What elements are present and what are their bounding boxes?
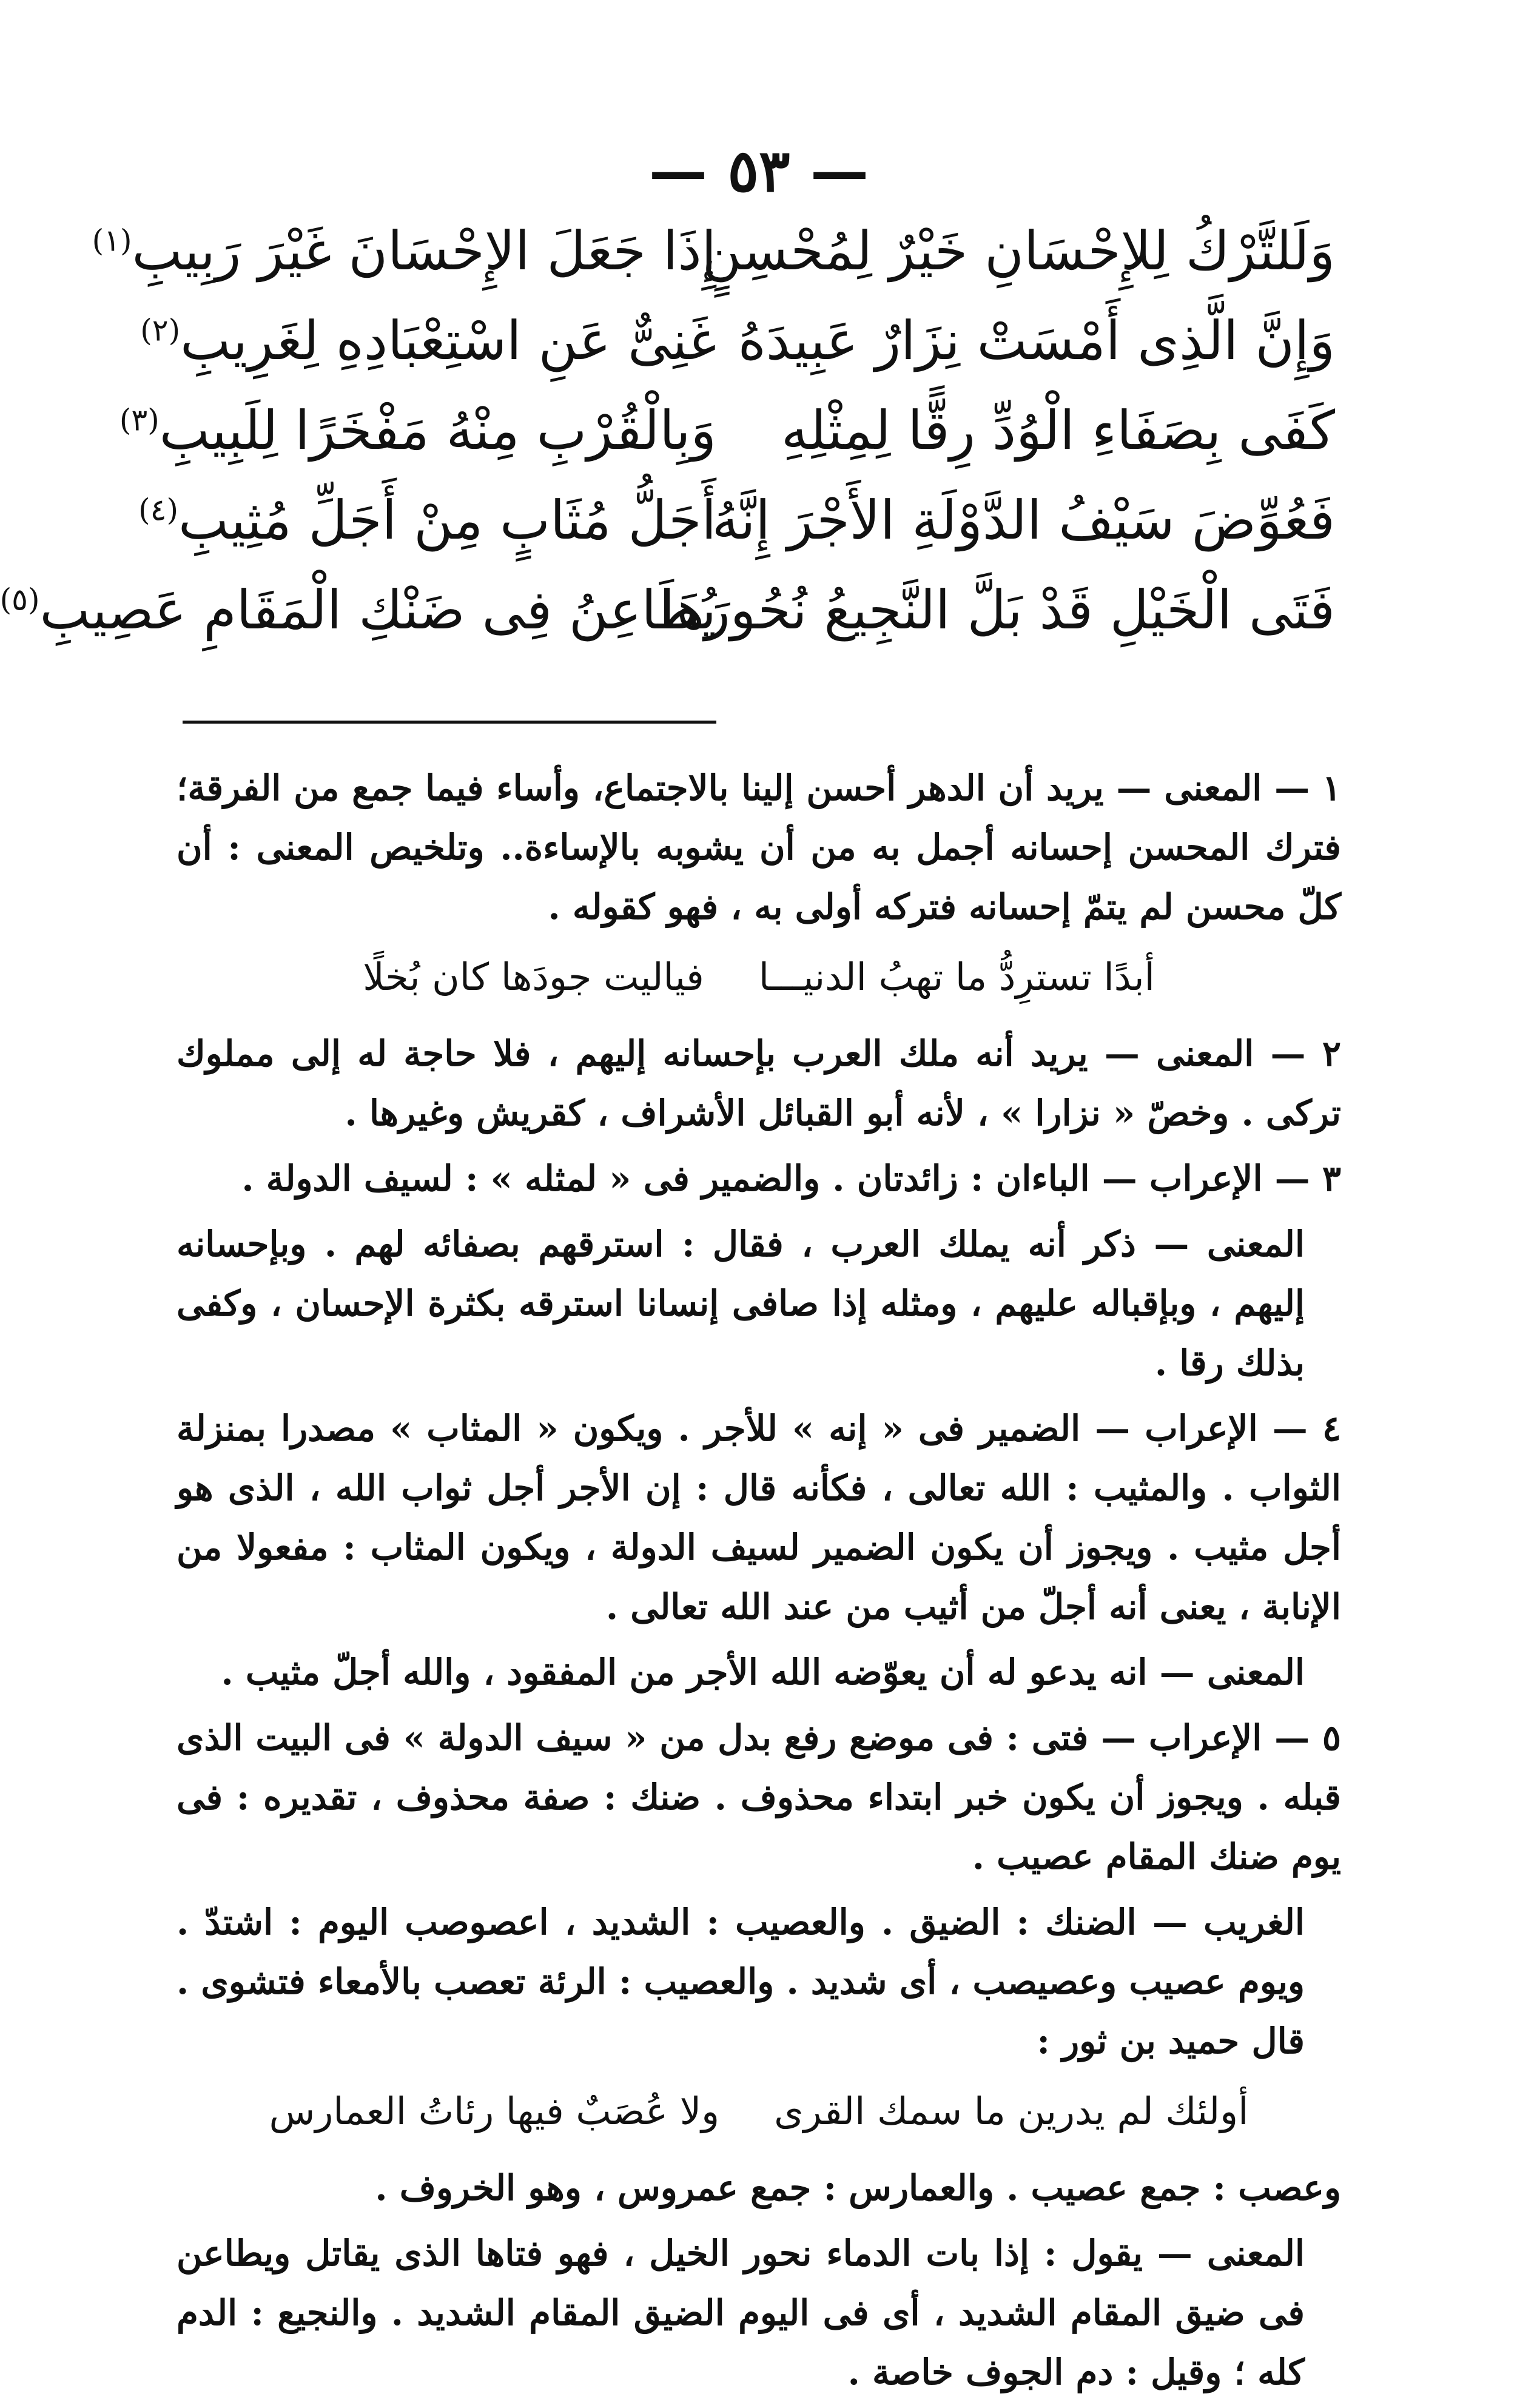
footnote-5-verse-first: أولئك لم يدرين ما سمك القرى xyxy=(774,2089,1249,2133)
footnote-3-irab: ٣ — الإعراب — الباءان : زائدتان . والضمير فى « لمثله » : لسيف الدولة . xyxy=(241,1158,1341,1199)
footnote-5-cited-verse xyxy=(177,2082,1341,2141)
verse-1-first-hemistich: وَلَلتَّرْكُ لِلإِحْسَانِ خَيْرٌ لِمُحْسِنٍ xyxy=(702,220,1335,282)
footnote-1-verse-first: أبدًا تسترِدُّ ما تهبُ الدنيـــا xyxy=(758,955,1155,999)
footnote-5-meaning: المعنى — يقول : إذا بات الدماء نحور الخيل ، فهو فتاها الذى يقاتل ويطاعن فى ضيق المقام الشديد ، أى فى اليوم الضيق المقام الشديد . والنجيع : الدم كله ؛ وقيل : دم الجوف خاصة . xyxy=(177,2233,1305,2393)
footnote-ref-1: (١) xyxy=(92,223,132,258)
footnote-ref-2: (٢) xyxy=(140,312,181,348)
footnote-ref-5: (٥) xyxy=(0,582,40,617)
footnotes xyxy=(177,758,1341,2408)
footnote-4-irab: ٤ — الإعراب — الضمير فى « إنه » للأجر . ويكون « المثاب » مصدرا بمنزلة الثواب . والمثيب : الله تعالى ، فكأنه قال : إن الأجر أجل ثواب الله ، الذى هو أجل مثيب . ويجوز أن يكون الضمير لسيف الدولة ، ويكون المثاب : مفعولا من الإنابة ، يعنى أنه أجلّ من أثيب من عند الله تعالى . xyxy=(177,1408,1341,1627)
footnote-1: ١ — المعنى — يريد أن الدهر أحسن إلينا بالاجتماع، وأساء فيما جمع من الفرقة؛ فترك المحسن إحسانه أجمل به من أن يشوبه بالإساءة.. وتلخيص المعنى : أن كلّ محسن لم يتمّ إحسانه فتركه أولى به ، فهو كقوله . xyxy=(177,767,1341,927)
verse-1 xyxy=(92,206,1335,296)
verse-5-second-text: يُطَاعِنُ فِى ضَنْكِ الْمَقَامِ عَصِيبِ xyxy=(39,579,716,641)
footnote-1-cited-verse xyxy=(177,947,1341,1007)
verse-2-second-hemistich xyxy=(140,296,716,386)
footnote-5-gharib: الغريب — الضنك : الضيق . والعصيب : الشديد ، اعصوصب اليوم : اشتدّ . ويوم عصيب وعصيصب ، أى شديد . والعصيب : الرئة تعصب بالأمعاء فتشوى . قال حميد بن ثور : xyxy=(177,1902,1305,2062)
verse-2-first-hemistich: وَإِنَّ الَّذِى أَمْسَتْ نِزَارٌ عَبِيدَهُ xyxy=(738,309,1335,372)
footnote-5-irab: ٥ — الإعراب — فتى : فى موضع رفع بدل من « سيف الدولة » فى البيت الذى قبله . ويجوز أن يكون خبر ابتداء محذوف . ضنك : صفة محذوف ، تقديره : فى يوم ضنك المقام عصيب . xyxy=(177,1717,1341,1877)
verse-3-second-hemistich xyxy=(119,386,716,476)
footnote-ref-3: (٣) xyxy=(119,402,160,438)
verse-1-second-text: إِذَا جَعَلَ الإِحْسَانَ غَيْرَ رَبِيبِ xyxy=(132,220,716,282)
verse-1-second-hemistich xyxy=(92,206,716,296)
footnote-separator xyxy=(183,721,716,724)
footnote-2: ٢ — المعنى — يريد أنه ملك العرب بإحسانه إليهم ، فلا حاجة له إلى مملوك تركى . وخصّ « نزارا » ، لأنه أبو القبائل الأشراف ، كقريش وغيرها . xyxy=(177,1033,1341,1134)
verse-3 xyxy=(119,386,1335,476)
footnote-1-verse-second: فياليت جودَها كان بُخلًا xyxy=(363,955,704,999)
footnote-3-meaning: المعنى — ذكر أنه يملك العرب ، فقال : استرقهم بصفائه لهم . وبإحسانه إليهم ، وبإقباله عليهم ، ومثله إذا صافى إنسانا استرقه بكثرة الإحسان ، وكفى بذلك رقا . xyxy=(177,1223,1305,1384)
verse-3-first-hemistich: كَفَى بِصَفَاءِ الْوُدِّ رِقًّا لِمِثْلِهِ xyxy=(781,399,1335,462)
verse-4-second-text: أَجَلُّ مُثَابٍ مِنْ أَجَلِّ مُثِيبِ xyxy=(178,489,716,551)
verse-4-first-hemistich: فَعُوِّضَ سَيْفُ الدَّوْلَةِ الأَجْرَ إِنَّهُ xyxy=(711,489,1335,551)
page-number: — ٥٣ — xyxy=(649,136,869,205)
verse-4-second-hemistich xyxy=(138,476,716,565)
verse-2 xyxy=(140,296,1335,386)
verse-5-second-hemistich xyxy=(0,565,716,655)
verse-2-second-text: غَنِىٌّ عَنِ اسْتِعْبَادِهِ لِغَرِيبِ xyxy=(180,309,716,372)
verse-4 xyxy=(138,476,1335,565)
poem xyxy=(0,206,1335,655)
verse-5-first-hemistich: فَتَى الْخَيْلِ قَدْ بَلَّ النَّجِيعُ نُحُورَهَا xyxy=(660,579,1335,641)
verse-5 xyxy=(0,565,1335,655)
footnote-5-after: وعصب : جمع عصيب . والعمارس : جمع عمروس ، وهو الخروف . xyxy=(375,2167,1341,2208)
verse-3-second-text: وَبِالْقُرْبِ مِنْهُ مَفْخَرًا لِلَبِيبِ xyxy=(159,399,716,462)
footnote-4-meaning: المعنى — انه يدعو له أن يعوّضه الله الأجر من المفقود ، والله أجلّ مثيب . xyxy=(221,1652,1305,1693)
footnote-5-verse-second: ولا عُصَبٌ فيها رئاتُ العمارس xyxy=(269,2089,720,2133)
footnote-ref-4: (٤) xyxy=(138,492,178,528)
